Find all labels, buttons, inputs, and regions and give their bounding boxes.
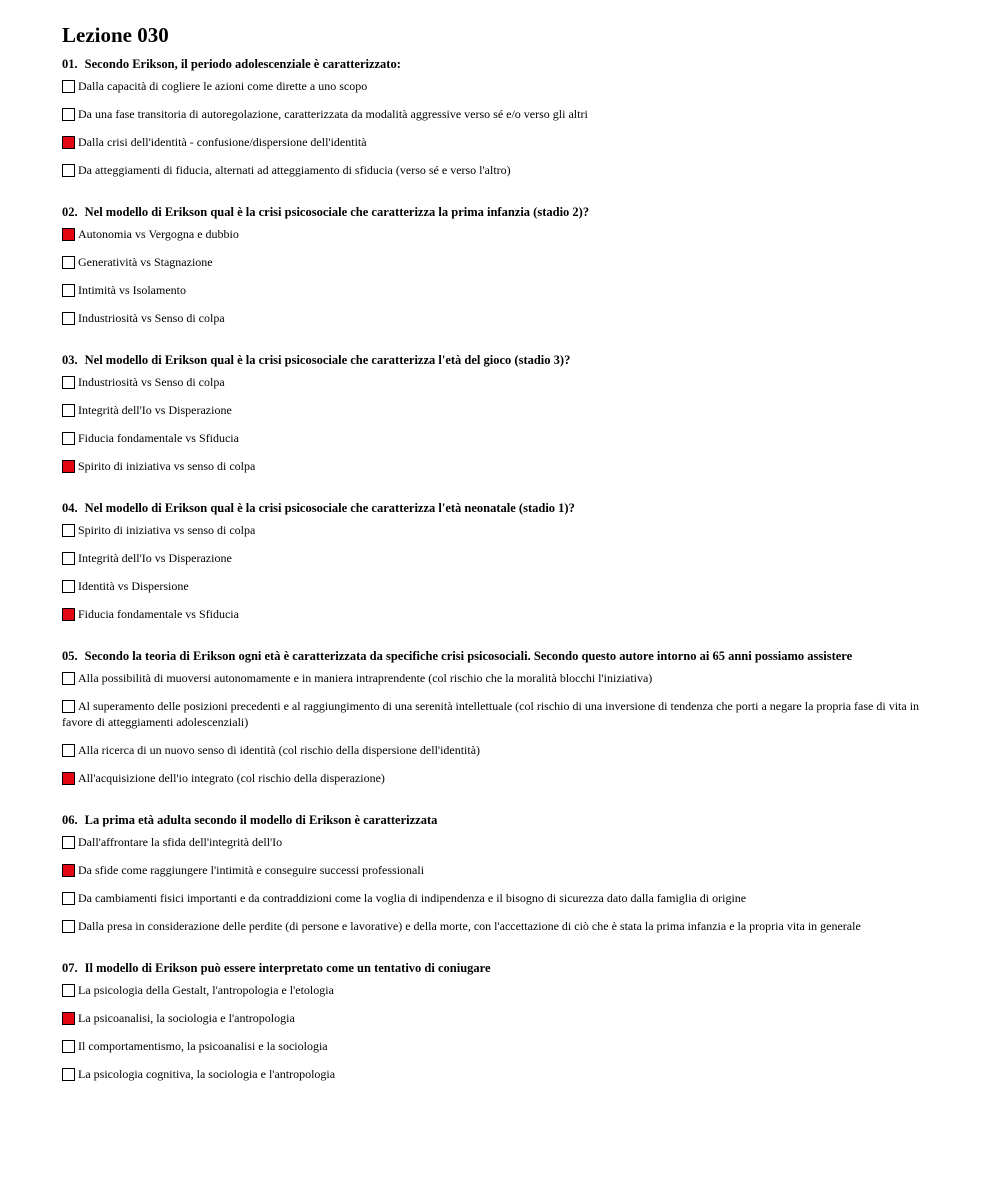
question-heading [62,960,942,976]
answer-option[interactable] [62,770,942,786]
answer-checkbox[interactable] [62,892,75,905]
answer-option[interactable] [62,1066,942,1082]
question-heading [62,352,942,368]
answer-checkbox[interactable] [62,256,75,269]
answer-checkbox-checked[interactable] [62,460,75,473]
answer-option[interactable] [62,1010,942,1026]
question-block [62,56,942,178]
answer-checkbox[interactable] [62,404,75,417]
question-block [62,352,942,474]
answer-option[interactable] [62,374,942,390]
question-list [62,56,942,1082]
answer-checkbox-checked[interactable] [62,136,75,149]
lesson-title: Lezione 030 [62,23,169,47]
answer-label: La psicologia cognitiva, la sociologia e l'antropologia [78,1067,336,1081]
answer-option[interactable] [62,982,942,998]
answer-option[interactable] [62,1038,942,1054]
answer-label: Dall'affrontare la sfida dell'integrità dell'Io [78,835,283,849]
question-text: Secondo la teoria di Erikson ogni età è caratterizzata da specifiche crisi psicosociali. Secondo questo autore intorno ai 65 anni possiamo assistere [84,649,853,663]
answer-label: La psicoanalisi, la sociologia e l'antropologia [78,1011,295,1025]
answer-option[interactable] [62,254,942,270]
answer-option[interactable] [62,430,942,446]
answer-option[interactable] [62,918,942,934]
answer-checkbox[interactable] [62,1040,75,1053]
question-text: Nel modello di Erikson qual è la crisi psicosociale che caratterizza l'età del gioco (stadio 3)? [84,353,571,367]
answer-option[interactable] [62,226,942,242]
answer-checkbox[interactable] [62,672,75,685]
answer-checkbox[interactable] [62,432,75,445]
answer-label: Integrità dell'Io vs Disperazione [78,551,232,565]
answer-option[interactable] [62,78,942,94]
question-heading [62,648,942,664]
answer-checkbox[interactable] [62,984,75,997]
answer-checkbox-checked[interactable] [62,228,75,241]
answer-label: All'acquisizione dell'io integrato (col rischio della disperazione) [78,771,385,785]
question-text: La prima età adulta secondo il modello di Erikson è caratterizzata [84,813,438,827]
answer-label: Identità vs Dispersione [78,579,189,593]
question-number: 01. [62,57,78,71]
answer-label: Dalla capacità di cogliere le azioni come dirette a uno scopo [78,79,368,93]
answer-option[interactable] [62,578,942,594]
answer-checkbox[interactable] [62,1068,75,1081]
answer-checkbox-checked[interactable] [62,608,75,621]
answer-checkbox[interactable] [62,108,75,121]
answer-label: Fiducia fondamentale vs Sfiducia [78,431,239,445]
answer-label: Da una fase transitoria di autoregolazione, caratterizzata da modalità aggressive verso sé e/o verso gli altri [78,107,588,121]
question-number: 04. [62,501,78,515]
question-block [62,960,942,1082]
answer-label: Spirito di iniziativa vs senso di colpa [78,459,256,473]
question-block [62,648,942,786]
answer-option[interactable] [62,890,942,906]
answer-label: La psicologia della Gestalt, l'antropologia e l'etologia [78,983,334,997]
answer-option[interactable] [62,310,942,326]
question-text: Il modello di Erikson può essere interpretato come un tentativo di coniugare [84,961,491,975]
question-heading [62,204,942,220]
answer-label: Integrità dell'Io vs Disperazione [78,403,232,417]
answer-label: Industriosità vs Senso di colpa [78,375,225,389]
question-number: 03. [62,353,78,367]
answer-label: Spirito di iniziativa vs senso di colpa [78,523,256,537]
answer-checkbox[interactable] [62,744,75,757]
answer-label: Intimità vs Isolamento [78,283,186,297]
answer-checkbox-checked[interactable] [62,1012,75,1025]
answer-option[interactable] [62,670,942,686]
answer-label: Da sfide come raggiungere l'intimità e conseguire successi professionali [78,863,425,877]
answer-option[interactable] [62,834,942,850]
answer-label: Industriosità vs Senso di colpa [78,311,225,325]
question-number: 02. [62,205,78,219]
answer-option[interactable] [62,550,942,566]
question-number: 05. [62,649,78,663]
quiz-page [62,22,942,1108]
answer-checkbox[interactable] [62,580,75,593]
answer-label: Da cambiamenti fisici importanti e da contraddizioni come la voglia di indipendenza e il bisogno di sicurezza dato dalla famiglia di origine [78,891,747,905]
answer-label: Alla ricerca di un nuovo senso di identità (col rischio della dispersione dell'identità) [78,743,481,757]
question-number: 06. [62,813,78,827]
answer-label: Generatività vs Stagnazione [78,255,213,269]
answer-label: Autonomia vs Vergogna e dubbio [78,227,239,241]
question-text: Nel modello di Erikson qual è la crisi psicosociale che caratterizza l'età neonatale (stadio 1)? [84,501,575,515]
answer-option[interactable] [62,134,942,150]
answer-label: Il comportamentismo, la psicoanalisi e la sociologia [78,1039,328,1053]
answer-checkbox[interactable] [62,836,75,849]
answer-option[interactable] [62,522,942,538]
answer-checkbox[interactable] [62,700,75,713]
answer-label: Dalla crisi dell'identità - confusione/dispersione dell'identità [78,135,367,149]
answer-checkbox[interactable] [62,524,75,537]
answer-checkbox[interactable] [62,284,75,297]
question-heading [62,500,942,516]
answer-checkbox-checked[interactable] [62,772,75,785]
answer-checkbox[interactable] [62,376,75,389]
answer-label: Dalla presa in considerazione delle perdite (di persone e lavorative) e della morte, con l'accettazione di ciò che è stata la prima infanzia e la propria vita in generale [78,919,861,933]
question-text: Nel modello di Erikson qual è la crisi psicosociale che caratterizza la prima infanzia (stadio 2)? [84,205,590,219]
answer-checkbox-checked[interactable] [62,864,75,877]
answer-checkbox[interactable] [62,164,75,177]
question-block [62,204,942,326]
answer-option[interactable] [62,402,942,418]
answer-option[interactable] [62,606,942,622]
question-number: 07. [62,961,78,975]
answer-option[interactable] [62,458,942,474]
answer-option[interactable] [62,742,942,758]
answer-checkbox[interactable] [62,312,75,325]
answer-checkbox[interactable] [62,80,75,93]
question-heading [62,56,942,72]
answer-option[interactable] [62,282,942,298]
answer-label: Da atteggiamenti di fiducia, alternati ad atteggiamento di sfiducia (verso sé e verso l'altro) [78,163,511,177]
question-heading [62,812,942,828]
answer-option[interactable] [62,698,942,730]
answer-option[interactable] [62,862,942,878]
answer-label: Alla possibilità di muoversi autonomamente e in maniera intraprendente (col rischio che la moralità blocchi l'iniziativa) [78,671,653,685]
question-text: Secondo Erikson, il periodo adolescenziale è caratterizzato: [84,57,401,71]
question-block [62,812,942,934]
question-block [62,500,942,622]
answer-option[interactable] [62,162,942,178]
answer-option[interactable] [62,106,942,122]
answer-checkbox[interactable] [62,552,75,565]
answer-label: Fiducia fondamentale vs Sfiducia [78,607,239,621]
answer-label: Al superamento delle posizioni precedenti e al raggiungimento di una serenità intellettuale (col rischio di una inversione di tendenza che porti a negare la propria fase di vita in favore di atteggiamenti adolescenziali) [62,699,920,729]
answer-checkbox[interactable] [62,920,75,933]
